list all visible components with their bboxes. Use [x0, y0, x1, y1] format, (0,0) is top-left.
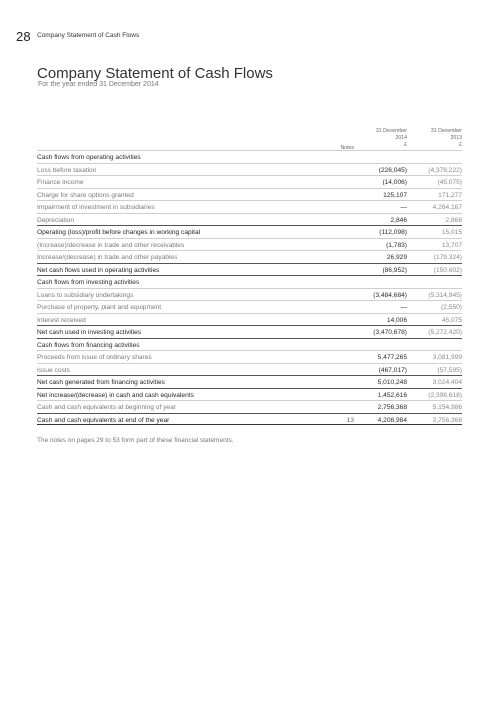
row-note: 13 — [346, 416, 354, 424]
row-value-2014: — — [400, 204, 407, 211]
table-row — [37, 225, 462, 238]
table-row — [37, 375, 462, 388]
row-value-2014: (86,952) — [382, 266, 407, 274]
row-value-2013: 2,756,368 — [432, 416, 462, 424]
page-title: Company Statement of Cash Flows — [37, 65, 273, 82]
column-header-2013 — [414, 128, 462, 149]
row-value-2014: 4,208,984 — [377, 416, 407, 424]
footnote: The notes on pages 29 to 53 form part of these financial statements. — [37, 437, 234, 444]
row-label: Impairment of investment in subsidiaries — [37, 204, 155, 211]
row-value-2014: 2,756,368 — [377, 404, 407, 411]
column-header-2014-date: 31 December — [375, 128, 407, 134]
row-value-2014: (112,098) — [379, 229, 407, 236]
row-label: Operating (loss)/profit before changes in working capital — [37, 229, 201, 236]
row-label: Issue costs — [37, 366, 70, 374]
row-value-2014: 5,010,248 — [377, 379, 407, 386]
row-label: Interest received — [37, 316, 86, 324]
row-label: Net cash flows used in operating activities — [37, 266, 160, 274]
notes-column-header: Notes — [340, 145, 354, 151]
row-value-2013: 171,277 — [438, 191, 462, 199]
row-label: Cash flows from operating activities — [37, 154, 141, 161]
table-row — [37, 363, 462, 376]
row-value-2013: (5,314,945) — [428, 291, 462, 299]
table-row — [37, 238, 462, 251]
row-value-2014: 125,107 — [383, 191, 407, 199]
row-label: Net increase/(decrease) in cash and cash equivalents — [37, 391, 194, 399]
table-row — [37, 388, 462, 401]
table-row — [37, 263, 462, 276]
column-header-2013-year: 2013 — [450, 135, 462, 141]
row-value-2014: 26,929 — [386, 254, 407, 261]
row-label: Loans to subsidiary undertakings — [37, 291, 134, 299]
table-row — [37, 338, 462, 351]
running-header: Company Statement of Cash Flows — [37, 32, 140, 39]
row-label: Cash and cash equivalents at end of the year — [37, 416, 170, 424]
table-row — [37, 175, 462, 188]
row-label: (Increase)/decrease in trade and other receivables — [37, 241, 185, 249]
row-label: Cash flows from investing activities — [37, 279, 140, 286]
table-row — [37, 275, 462, 288]
table-row — [37, 413, 462, 426]
row-label: Purchase of property, plant and equipment — [37, 304, 162, 311]
row-value-2013: 4,264,167 — [432, 204, 462, 211]
row-label: Cash flows from financing activities — [37, 341, 140, 349]
table-row — [37, 313, 462, 326]
table-row — [37, 213, 462, 226]
column-header-2014 — [359, 128, 407, 149]
row-value-2013: 3,024,404 — [432, 379, 462, 386]
row-value-2013: (57,595) — [437, 366, 462, 374]
row-label: Net cash generated from financing activities — [37, 379, 165, 386]
table-row — [37, 200, 462, 213]
row-value-2013: (45,075) — [437, 179, 462, 186]
row-value-2014: (226,045) — [378, 166, 407, 174]
row-value-2014: — — [400, 304, 407, 311]
row-value-2013: (2,550) — [441, 304, 462, 311]
row-label: Depreciation — [37, 216, 75, 224]
table-row — [37, 400, 462, 413]
page-number: 28 — [16, 29, 31, 44]
row-value-2013: 5,154,986 — [432, 404, 462, 411]
row-label: Charge for share options granted — [37, 191, 134, 199]
row-value-2014: (14,006) — [382, 179, 407, 186]
row-value-2013: (5,272,420) — [428, 329, 462, 336]
row-value-2013: 45,075 — [441, 316, 462, 324]
page-subtitle: For the year ended 31 December 2014 — [38, 81, 159, 88]
table-row — [37, 288, 462, 301]
row-value-2014: 14,006 — [386, 316, 407, 324]
column-header-2014-currency: £ — [404, 142, 407, 148]
row-label: Loss before taxation — [37, 166, 97, 174]
row-value-2014: 1,452,616 — [377, 391, 407, 399]
table-row — [37, 163, 462, 176]
row-value-2014: (3,484,684) — [373, 291, 407, 299]
row-value-2013: (4,378,222) — [428, 166, 462, 174]
row-label: Net cash used in investing activities — [37, 329, 142, 336]
table-row — [37, 150, 462, 163]
column-header-2013-currency: £ — [459, 142, 462, 148]
row-label: Proceeds from issue of ordinary shares — [37, 354, 152, 361]
row-label: Finance income — [37, 179, 84, 186]
table-row — [37, 250, 462, 263]
row-value-2013: 3,081,999 — [432, 354, 462, 361]
row-value-2014: 2,846 — [390, 216, 407, 224]
row-value-2013: (150,602) — [433, 266, 462, 274]
row-value-2013: (179,324) — [433, 254, 462, 261]
row-label: Cash and cash equivalents at beginning of year — [37, 404, 176, 411]
row-label: Increase/(decrease) in trade and other payables — [37, 254, 178, 261]
row-value-2014: (1,783) — [386, 241, 407, 249]
cash-flow-statement-table — [37, 150, 462, 425]
row-value-2014: (3,470,678) — [373, 329, 407, 336]
row-value-2013: 2,868 — [445, 216, 462, 224]
column-header-2013-date: 31 December — [430, 128, 462, 134]
row-value-2014: 5,477,265 — [377, 354, 407, 361]
table-row — [37, 325, 462, 338]
row-value-2013: (2,398,618) — [428, 391, 462, 399]
table-row — [37, 300, 462, 313]
table-row — [37, 188, 462, 201]
row-value-2013: 13,707 — [441, 241, 462, 249]
column-header-2014-year: 2014 — [395, 135, 407, 141]
table-row — [37, 350, 462, 363]
row-value-2013: 15,015 — [441, 229, 462, 236]
row-value-2014: (467,017) — [378, 366, 407, 374]
